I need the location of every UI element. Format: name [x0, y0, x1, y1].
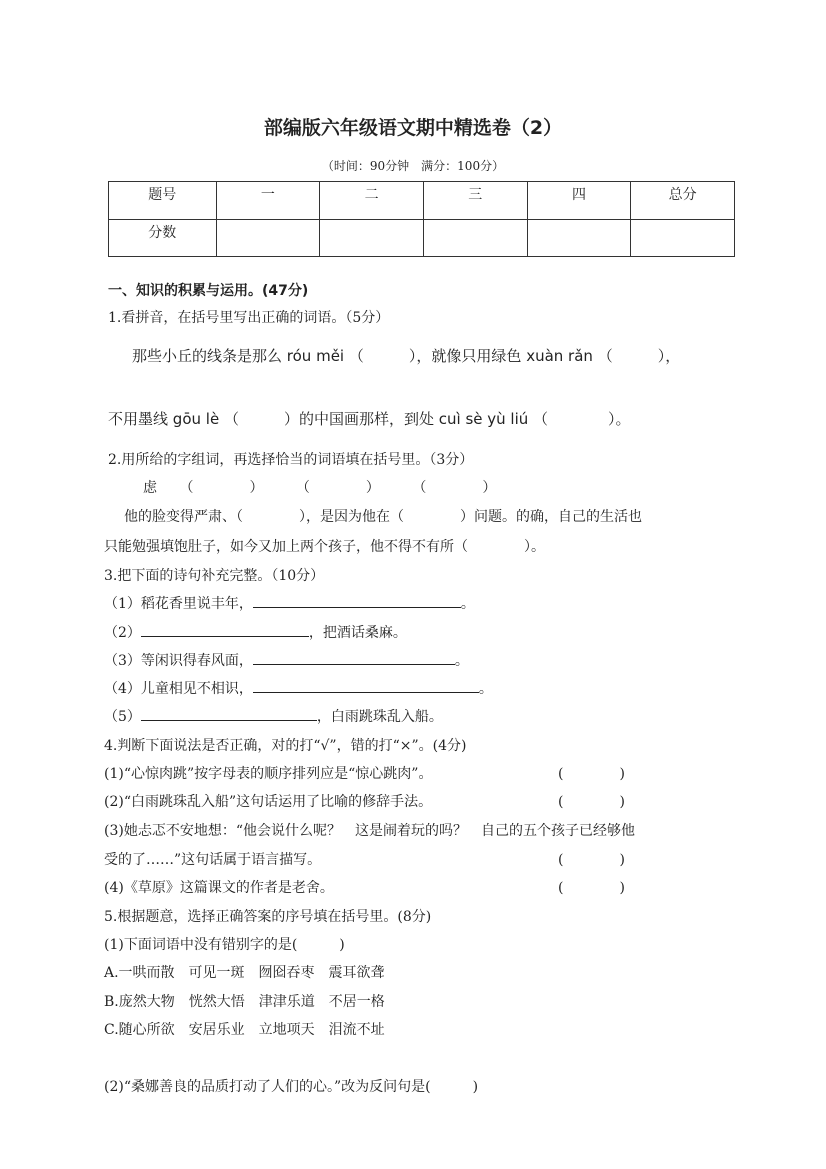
text: 。 [478, 681, 493, 697]
answer-line[interactable] [253, 678, 479, 693]
judge-item-3-line-1: (3)她忐忑不安地想：“他会说什么呢？ 这是闹着玩的吗？ 自己的五个孩子已经够他 [104, 823, 635, 839]
text: 不用墨线 [108, 410, 169, 428]
question-1-line-1 [132, 345, 680, 366]
text: ），是因为他在（ [299, 509, 404, 525]
answer-blank[interactable] [404, 509, 460, 525]
score-table [108, 181, 735, 257]
text: （3）等闲识得春风面， [104, 653, 253, 669]
text: （1）稻花香里说丰年， [104, 596, 253, 612]
question-1-line-2 [108, 408, 631, 429]
answer-blank[interactable] [243, 509, 299, 525]
answer-line[interactable] [141, 706, 317, 721]
answer-blank[interactable]: ( ) [558, 794, 625, 810]
table-cell: 四 [527, 182, 631, 220]
table-cell: 总分 [631, 182, 735, 220]
judge-item-3-line-2: 受的了……”这句话属于语言描写。 [104, 852, 322, 868]
text: 的中国画那样，到处 [298, 410, 434, 428]
answer-line[interactable] [253, 593, 461, 608]
table-row [109, 182, 735, 220]
table-cell: 题号 [109, 182, 217, 220]
text: （4）儿童相见不相识， [104, 681, 253, 697]
judge-item-1: (1)“心惊肉跳”按字母表的顺序排列应是“惊心跳肉”。 [104, 766, 433, 782]
text: （5） [104, 709, 141, 725]
answer-blank[interactable] [468, 539, 524, 555]
score-input-cell[interactable] [423, 219, 527, 257]
question-2-line-2 [104, 536, 545, 556]
answer-blank[interactable]: （ ） [179, 480, 264, 496]
question-2-stem: 2.用所给的字组词，再选择恰当的词语填在括号里。（3分） [108, 452, 474, 468]
text: ）问题。的确，自己的生活也 [460, 509, 642, 525]
answer-blank[interactable]: （ ）， [597, 347, 681, 365]
section-heading: 一、知识的积累与运用。(47分) [108, 283, 309, 299]
answer-blank[interactable]: （ ） [348, 347, 417, 365]
question-5-sub-2: (2)“桑娜善良的品质打动了人们的心。”改为反问句是( ) [104, 1079, 479, 1095]
answer-blank[interactable]: （ ） [295, 480, 380, 496]
answer-line[interactable] [253, 650, 455, 665]
text: ）。 [524, 539, 545, 555]
text: （2） [104, 625, 141, 641]
text: 。 [460, 596, 475, 612]
option-a[interactable]: A.一哄而散 可见一斑 囫囵吞枣 震耳欲聋 [104, 965, 385, 981]
poem-line-2 [104, 622, 407, 642]
poem-line-4 [104, 678, 493, 698]
score-input-cell[interactable] [320, 219, 424, 257]
poem-line-5 [104, 706, 443, 726]
table-cell: 分数 [109, 219, 217, 257]
answer-blank[interactable]: ( ) [558, 852, 625, 868]
judge-item-4: (4)《草原》这篇课文的作者是老舍。 [104, 880, 334, 896]
table-cell: 三 [423, 182, 527, 220]
answer-line[interactable] [141, 622, 309, 637]
option-b[interactable]: B.庞然大物 恍然大悟 津津乐道 不居一格 [104, 994, 385, 1010]
table-cell: 一 [216, 182, 320, 220]
text: ，把酒话桑麻。 [308, 625, 407, 641]
judge-item-2: (2)“白雨跳珠乱入船”这句话运用了比喻的修辞手法。 [104, 794, 433, 810]
text: 只能勉强填饱肚子，如今又加上两个孩子，他不得不有所（ [104, 539, 468, 555]
pinyin: xuàn rǎn [526, 347, 593, 365]
score-input-cell[interactable] [631, 219, 735, 257]
option-c[interactable]: C.随心所欲 安居乐业 立地项天 泪流不址 [104, 1022, 385, 1038]
poem-line-3 [104, 650, 469, 670]
question-5-stem: 5.根据题意，选择正确答案的序号填在括号里。(8分) [104, 909, 432, 925]
text: ，就像只用绿色 [416, 347, 522, 365]
question-3-stem: 3.把下面的诗句补充完整。（10分） [104, 568, 325, 584]
text: ，白雨跳珠乱入船。 [316, 709, 443, 725]
text: 那些小丘的线条是那么 [132, 347, 283, 365]
question-1-stem: 1.看拼音，在括号里写出正确的词语。（5分） [108, 310, 390, 326]
table-row [109, 219, 735, 257]
text: 他的脸变得严肃、（ [124, 509, 243, 525]
score-input-cell[interactable] [527, 219, 631, 257]
pinyin: róu měi [286, 347, 345, 365]
text: 。 [454, 653, 469, 669]
pinyin: gōu lè [172, 410, 220, 428]
answer-blank[interactable]: ( ) [558, 880, 625, 896]
pinyin: cuì sè yù liú [438, 410, 529, 428]
poem-line-1 [104, 593, 475, 613]
page-title: 部编版六年级语文期中精选卷（2） [263, 117, 563, 139]
table-cell: 二 [320, 182, 424, 220]
question-2-line-1 [124, 506, 642, 526]
answer-blank[interactable]: （ ） [412, 480, 497, 496]
score-input-cell[interactable] [216, 219, 320, 257]
question-5-sub-1: (1)下面词语中没有错别字的是( ) [104, 937, 345, 953]
exam-info: （时间：90分钟 满分：100分） [321, 159, 505, 173]
answer-blank[interactable]: （ ） [223, 410, 299, 428]
question-2-char-row [143, 477, 496, 497]
question-4-stem: 4.判断下面说法是否正确，对的打“√”，错的打“×”。(4分) [104, 738, 467, 754]
answer-blank[interactable]: ( ) [558, 766, 625, 782]
answer-blank[interactable]: （ ）。 [533, 410, 631, 428]
given-char: 虑 [143, 480, 157, 496]
